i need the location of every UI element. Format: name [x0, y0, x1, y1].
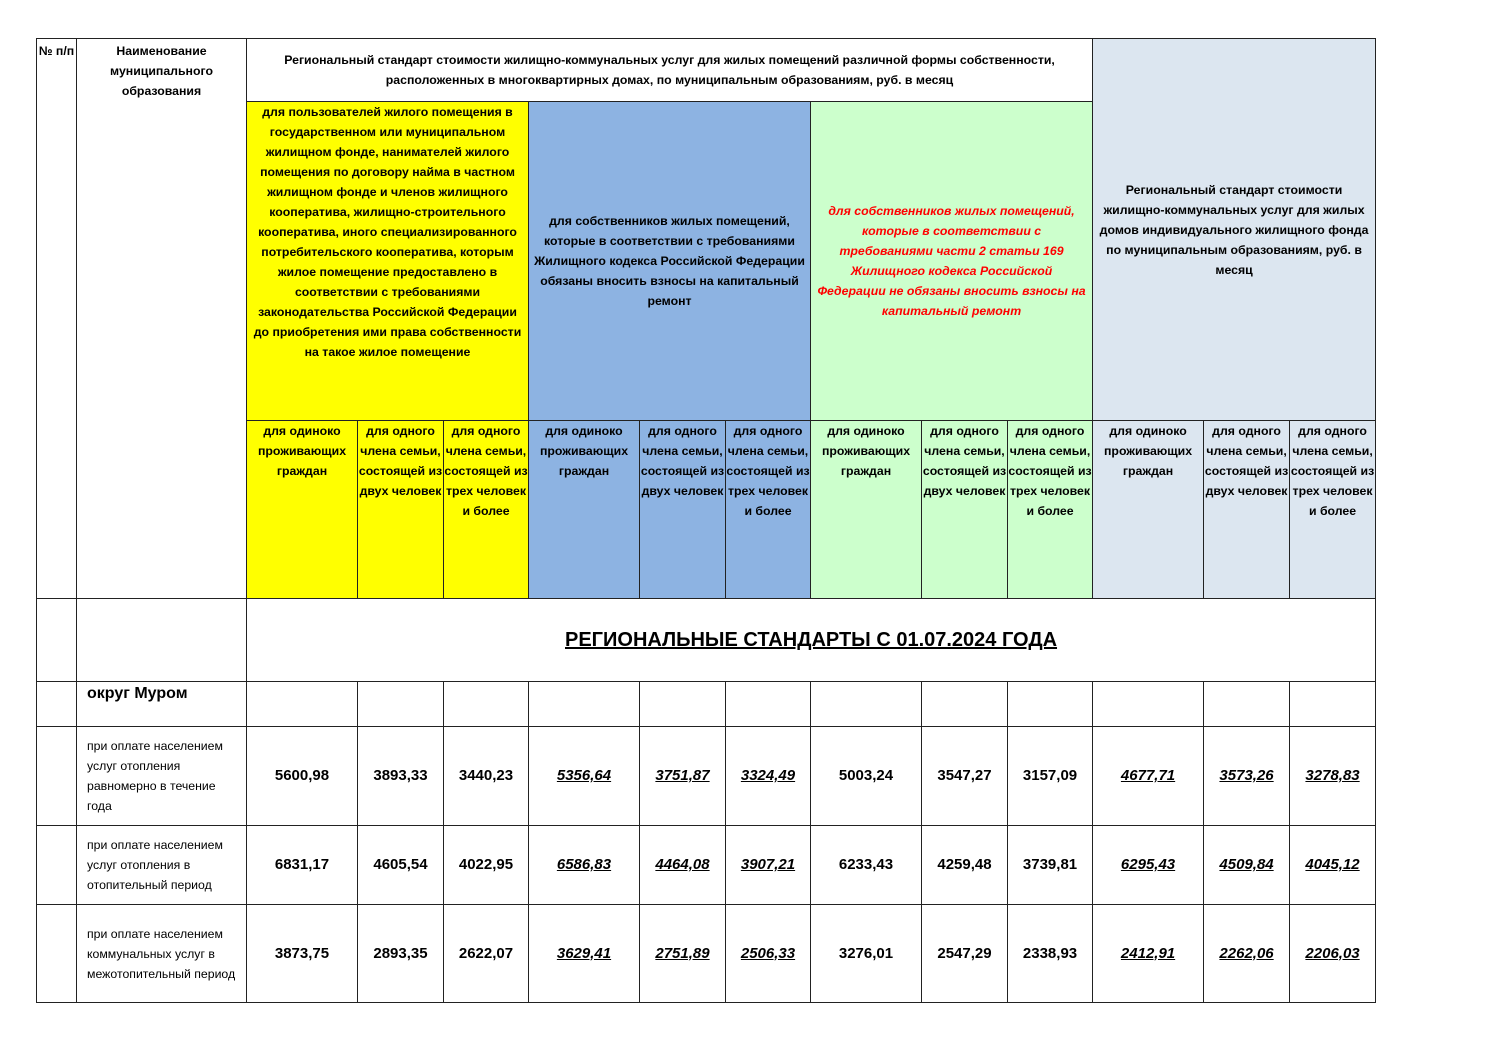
sub-two: для одного члена семьи, состоящей из двух человек: [640, 421, 726, 599]
header-name: Наименование муниципального образования: [77, 39, 247, 599]
value-cell: 6586,83: [529, 826, 640, 905]
header-no: № п/п: [37, 39, 77, 599]
value-cell: 3157,09: [1008, 727, 1093, 826]
empty-cell: [37, 682, 77, 727]
value-cell: 4022,95: [444, 826, 529, 905]
value-cell: 4045,12: [1290, 826, 1376, 905]
value-cell: 2547,29: [922, 905, 1008, 1003]
row-label: при оплате населением коммунальных услуг в межотопительный период: [77, 905, 247, 1003]
value-cell: 2751,89: [640, 905, 726, 1003]
value-cell: 3873,75: [247, 905, 358, 1003]
sub-two: для одного члена семьи, состоящей из двух человек: [358, 421, 444, 599]
region-name: округ Муром: [77, 682, 247, 727]
empty-cell: [37, 826, 77, 905]
empty-cell: [77, 599, 247, 682]
sub-single: для одиноко проживающих граждан: [1093, 421, 1204, 599]
value-cell: 6233,43: [811, 826, 922, 905]
value-cell: 3278,83: [1290, 727, 1376, 826]
empty-cell: [37, 599, 77, 682]
empty-cell: [37, 727, 77, 826]
sub-two: для одного члена семьи, состоящей из двух человек: [922, 421, 1008, 599]
header-group-yellow: для пользователей жилого помещения в государственном или муниципальном жилищном фонде, нанимателей жилого помещения по договору найма в частном жилищном фонде и членов жилищного кооператива, жилищно-строительного кооператива, иного специализированного потребительского кооператива, которым жилое помещение предоставлено в соответствии с требованиями законодательства Российской Федерации до приобретения ими права собственности на такое жилое помещение: [247, 102, 529, 421]
header-group-blue: для собственников жилых помещений, которые в соответствии с требованиями Жилищного кодекса Российской Федерации обязаны вносить взносы на капитальный ремонт: [529, 102, 811, 421]
sub-two: для одного члена семьи, состоящей из двух человек: [1204, 421, 1290, 599]
value-cell: 3893,33: [358, 727, 444, 826]
value-cell: 5600,98: [247, 727, 358, 826]
header-group-grey: Региональный стандарт стоимости жилищно-коммунальных услуг для жилых домов индивидуального жилищного фонда по муниципальным образованиям, руб. в месяц: [1093, 39, 1376, 421]
header-group-green: для собственников жилых помещений, которые в соответствии с требованиями части 2 статьи 169 Жилищного кодекса Российской Федерации не обязаны вносить взносы на капитальный ремонт: [811, 102, 1093, 421]
empty-cell: [37, 905, 77, 1003]
standards-table: [36, 38, 1376, 1003]
period-banner: РЕГИОНАЛЬНЫЕ СТАНДАРТЫ С 01.07.2024 ГОДА: [247, 599, 1376, 682]
sub-three: для одного члена семьи, состоящей из трех человек и более: [444, 421, 529, 599]
value-cell: 2506,33: [726, 905, 811, 1003]
value-cell: 3440,23: [444, 727, 529, 826]
value-cell: 4605,54: [358, 826, 444, 905]
value-cell: 2412,91: [1093, 905, 1204, 1003]
value-cell: 3907,21: [726, 826, 811, 905]
region-row: [37, 682, 1376, 727]
value-cell: 3739,81: [1008, 826, 1093, 905]
value-cell: 3324,49: [726, 727, 811, 826]
value-cell: 3573,26: [1204, 727, 1290, 826]
value-cell: 3547,27: [922, 727, 1008, 826]
header-row-1: [37, 39, 1376, 102]
value-cell: 2338,93: [1008, 905, 1093, 1003]
value-cell: 4677,71: [1093, 727, 1204, 826]
sub-single: для одиноко проживающих граждан: [529, 421, 640, 599]
value-cell: 4464,08: [640, 826, 726, 905]
sub-single: для одиноко проживающих граждан: [811, 421, 922, 599]
value-cell: 3751,87: [640, 727, 726, 826]
value-cell: 6295,43: [1093, 826, 1204, 905]
value-cell: 3276,01: [811, 905, 922, 1003]
value-cell: 3629,41: [529, 905, 640, 1003]
value-cell: 2206,03: [1290, 905, 1376, 1003]
row-label: при оплате населением услуг отопления в отопительный период: [77, 826, 247, 905]
value-cell: 2622,07: [444, 905, 529, 1003]
sub-three: для одного члена семьи, состоящей из трех человек и более: [1290, 421, 1376, 599]
table-row: [37, 727, 1376, 826]
header-main: Региональный стандарт стоимости жилищно-коммунальных услуг для жилых помещений различной формы собственности, расположенных в многоквартирных домах, по муниципальным образованиям, руб. в месяц: [247, 39, 1093, 102]
banner-row: [37, 599, 1376, 682]
value-cell: 6831,17: [247, 826, 358, 905]
row-label: при оплате населением услуг отопления равномерно в течение года: [77, 727, 247, 826]
value-cell: 2893,35: [358, 905, 444, 1003]
value-cell: 5003,24: [811, 727, 922, 826]
sub-three: для одного члена семьи, состоящей из трех человек и более: [1008, 421, 1093, 599]
value-cell: 2262,06: [1204, 905, 1290, 1003]
value-cell: 5356,64: [529, 727, 640, 826]
table-row: [37, 905, 1376, 1003]
sub-single: для одиноко проживающих граждан: [247, 421, 358, 599]
value-cell: 4259,48: [922, 826, 1008, 905]
value-cell: 4509,84: [1204, 826, 1290, 905]
table-row: [37, 826, 1376, 905]
sub-three: для одного члена семьи, состоящей из трех человек и более: [726, 421, 811, 599]
